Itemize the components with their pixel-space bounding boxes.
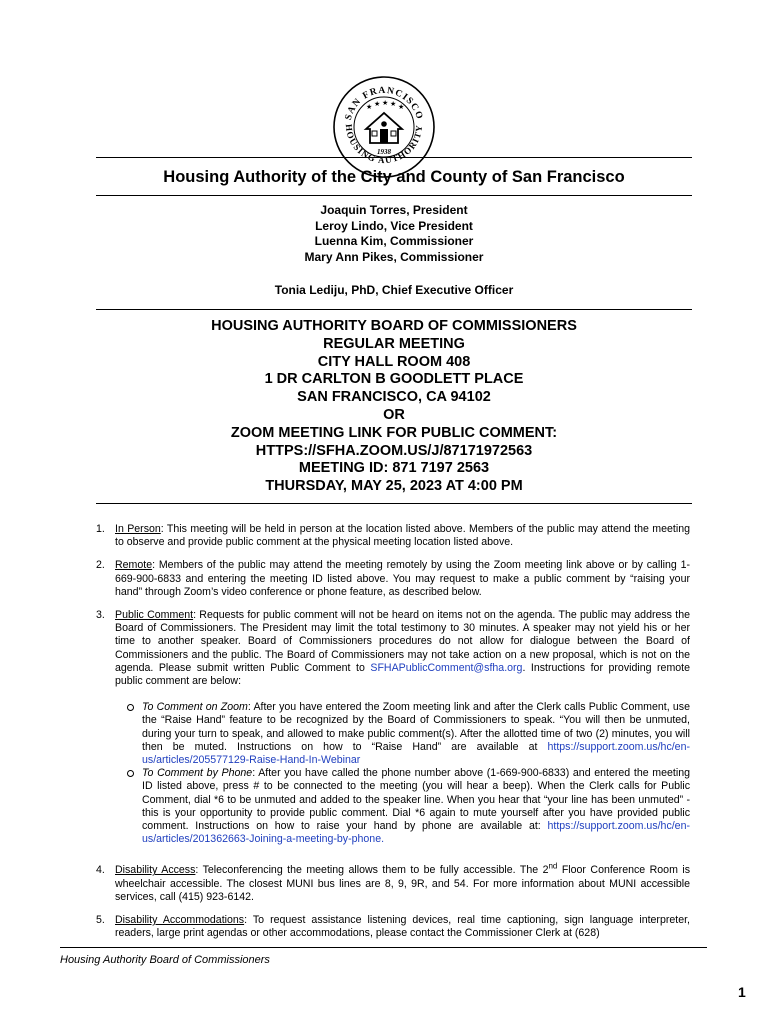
meeting-line: THURSDAY, MAY 25, 2023 AT 4:00 PM (265, 478, 523, 495)
raise-hand-help-link[interactable]: https://support.zoom.us/hc/en-us/articles/205577129-Raise-Hand-In-Webinar (142, 740, 690, 767)
svg-text:SAN FRANCISCO: SAN FRANCISCO (343, 85, 425, 122)
instructions-list (96, 523, 690, 950)
footer-rule (60, 947, 707, 948)
header-bottom-rule (96, 195, 692, 196)
meeting-line: OR (383, 406, 405, 423)
meeting-line: MEETING ID: 871 7197 2563 (298, 460, 490, 477)
officer-commissioner: Mary Ann Pikes, Commissioner (304, 249, 484, 264)
svg-text:★: ★ (366, 103, 373, 111)
header-top-rule (96, 157, 692, 158)
meeting-line: ZOOM MEETING LINK FOR PUBLIC COMMENT: (230, 424, 558, 441)
list-item-public-comment: 3. Public Comment: Requests for public comment will not be heard on items not on the agenda. The public may address the Board of Commissioners. The President may limit the total testimony to 30 minutes. A speaker may not yield his or her time to another speaker. Board of Commissioners procedures do not allow for dialogue between the Board of Commissioners and the public. The Board of Commissioners may not take action on a new proposal, which is not on the agenda. Please submit written Public Comment to SFHAPublicComment@sfha.org. Instructions for providing remote public comment are below: To Comment on Zoom: After you have entered the Zoom meeting link and after the Clerk calls Public Comment, use the “Raise Hand” feature to be recognized by the Board of Commissioners to speak. “You will then be unmuted, during your turn to speak, and allowed to make public comment(s). After the allotted time of two (2) minutes, you will then be muted. Instructions on how to “Raise Hand” are available at https://support.zoom.us/hc/en-us/articles/205577129-Raise-Hand-In-Webinar To Comment by Phone: After you have called the phone number above (1-669-900-6833) and entered the meeting ID listed above, press # to be connected to the meeting (you will hear a beep). When the Clerk calls for Public Comment, dial *6 to be unmuted and added to the speaker line. When you hear that “your line has been unmuted” - this is your opportunity to provide public comment. Dial *6 again to mute yourself after you have provided public comment. Instructions on how to raise your hand by phone are available at: https://support.zoom.us/hc/en-us/articles/201362663-Joining-a-meeting-by-phone. (96, 609, 690, 846)
chief-executive-officer: Tonia Lediju, PhD, Chief Executive Officer (274, 283, 514, 297)
meeting-top-rule (96, 309, 692, 310)
svg-text:1938: 1938 (377, 148, 391, 156)
officer-president: Joaquin Torres, President (320, 203, 468, 217)
officers-list (96, 203, 692, 265)
meeting-line: HOUSING AUTHORITY BOARD OF COMMISSIONERS (211, 318, 577, 334)
meeting-line: 1 DR CARLTON B GOODLETT PLACE (264, 371, 524, 388)
meeting-line: CITY HALL ROOM 408 (317, 353, 471, 370)
zoom-meeting-link[interactable]: HTTPS://SFHA.ZOOM.US/J/87171972563 (255, 442, 533, 459)
svg-text:★: ★ (374, 100, 381, 108)
list-item-disability-accommodations: 5. Disability Accommodations: To request assistance listening devices, real time captioning, sign language interpreter, readers, large print agendas or other accommodations, please contact the Commissioner Clerk at (628) (96, 914, 690, 940)
bullet-icon (127, 701, 142, 767)
housing-authority-seal-logo (332, 75, 436, 179)
officer-vice-president: Leroy Lindo, Vice President (315, 218, 473, 233)
bullet-icon (127, 767, 142, 846)
svg-text:★: ★ (398, 103, 405, 111)
officer-commissioner: Luenna Kim, Commissioner (314, 234, 474, 248)
list-item-disability-access: 4. Disability Access: Teleconferencing the meeting allows them to be fully accessible. The 2nd Floor Conference Room is wheelchair accessible. The closest MUNI bus lines are 8, 9, 9R, and 54. For more information about MUNI accessible services, call (415) 923-6142. (96, 861, 691, 903)
phone-meeting-help-link[interactable]: https://support.zoom.us/hc/en-us/articles/201362663-Joining-a-meeting-by-phone. (142, 820, 690, 846)
meeting-bottom-rule (96, 503, 692, 504)
svg-text:★: ★ (382, 99, 389, 107)
svg-text:HOUSING AUTHORITY: HOUSING AUTHORITY (343, 123, 425, 166)
meeting-details (96, 318, 692, 496)
meeting-line: REGULAR MEETING (323, 335, 465, 352)
footer-text: Housing Authority Board of Commissioners (60, 954, 270, 966)
meeting-line: SAN FRANCISCO, CA 94102 (297, 389, 491, 406)
page-number: 1 (738, 984, 746, 1000)
svg-text:★: ★ (390, 100, 397, 108)
list-item-zoom-comment: To Comment on Zoom: After you have entered the Zoom meeting link and after the Clerk calls Public Comment, use the “Raise Hand” feature to be recognized by the Board of Commissioners to speak. “You will then be unmuted, during your turn to speak, and allowed to make public comment(s). After the allotted time of two (2) minutes, you will then be muted. Instructions on how to “Raise Hand” are available at https://support.zoom.us/hc/en-us/articles/205577129-Raise-Hand-In-Webinar (127, 701, 690, 767)
remote-comment-options (115, 701, 690, 846)
organization-title: Housing Authority of the City and County of San Francisco (163, 168, 625, 186)
list-item-remote: 2. Remote: Members of the public may attend the meeting remotely by using the Zoom meeting link above or by calling 1-669-900-6833 and entering the meeting ID listed above. You may request to make a public comment by “raising your hand” through Zoom’s video conference or phone feature, as described below. (96, 559, 690, 598)
public-comment-email-link[interactable]: SFHAPublicComment@sfha.org (370, 661, 523, 674)
list-item-phone-comment: To Comment by Phone: After you have called the phone number above (1-669-900-6833) and entered the meeting ID listed above, press # to be connected to the meeting (you will hear a beep). When the Clerk calls for Public Comment, dial *6 to be unmuted and added to the speaker line. When you hear that “your line has been unmuted” - this is your opportunity to provide public comment. Dial *6 again to mute yourself after you have provided public comment. Instructions on how to raise your hand by phone are available at: https://support.zoom.us/hc/en-us/articles/201362663-Joining-a-meeting-by-phone. (127, 767, 690, 846)
list-item-in-person: 1. In Person: This meeting will be held in person at the location listed above. Members of the public may attend the meeting to observe and provide public comment at the physical meeting location listed above. (96, 523, 690, 549)
